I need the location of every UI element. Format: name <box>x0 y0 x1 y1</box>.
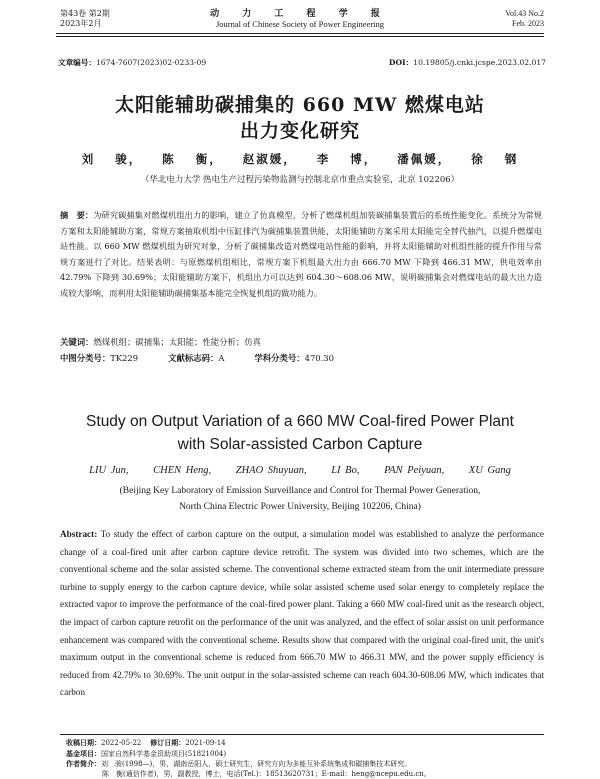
footnote-rule <box>60 734 544 735</box>
title-cn-line2: 出力变化研究 <box>60 118 540 144</box>
abstract-en <box>60 526 544 702</box>
author-en: CHEN Heng, <box>153 465 211 476</box>
document-code: 文献标志码：A <box>168 352 224 364</box>
subject-code: 学科分类号：470.30 <box>254 352 334 364</box>
article-number: 文章编号：1674-7607(2023)02-0233-09 <box>58 57 206 68</box>
clc-number: 中图分类号：TK229 <box>60 352 138 364</box>
keywords-cn-text: 燃煤机组；碳捕集；太阳能；性能分析；仿真 <box>94 337 262 347</box>
journal-issue-en <box>505 9 544 29</box>
abstract-en-text: To study the effect of carbon capture on the output, a simulation model was established to analyze the performance change of a coal-fired unit after carbon capture device retrofit. The system was divided into two schemes, which are the conventional scheme and the solar assisted scheme. The conventional scheme extracted steam from the unit intermediate pressure turbine to supply energy to the carbon capture device, while solar assisted scheme used solar energy to completely replace the extracted vapor to improve the performance of the coal-fired power plant. Taking a 660 MW coal-fired unit as the research object, the impact of carbon capture retrofit on the performance of the unit was analyzed, and the effect of solar assist on unit performance enhancement was compared with the conventional scheme. Results show that compared with the original coal-fired unit, the unit's maximum output in the conventional scheme is reduced from 666.70 MW to 466.31 MW, and the power supply efficiency is reduced from 42.79% to 30.69%. The unit output in the solar-assisted scheme can reach 604.30-608.06 MW, which indicates that carbon <box>60 529 544 697</box>
title-en-line2: with Solar-assisted Carbon Capture <box>60 433 540 456</box>
abstract-en-label: Abstract: <box>60 529 97 539</box>
footnote-contact: 陈 衡(通信作者)，男，副教授，博士，电话(Tel.)：18513620731；E-mail：heng@ncepu.edu.cn。 <box>66 770 544 779</box>
volume-cn: 第43卷 第2期 <box>60 9 110 19</box>
title-cn <box>60 92 540 144</box>
affiliation-cn: （华北电力大学 热电生产过程污染物监测与控制北京市重点实验室，北京 102206） <box>60 173 540 185</box>
date-en: Feb. 2023 <box>505 19 544 29</box>
title-en <box>60 410 540 456</box>
abstract-cn <box>60 208 542 302</box>
date-cn: 2023年2月 <box>60 19 110 29</box>
footnote <box>66 738 544 779</box>
footnote-fund: 基金项目：国家自然科学基金资助项目(51821004) <box>66 749 544 760</box>
author-en: LIU Jun, <box>89 465 128 476</box>
author-en: LI Bo, <box>331 465 359 476</box>
title-en-line1: Study on Output Variation of a 660 MW Coal-fired Power Plant <box>60 410 540 433</box>
author-en: PAN Peiyuan, <box>384 465 444 476</box>
volume-en: Vol.43 No.2 <box>505 9 544 19</box>
journal-issue-cn <box>60 9 110 29</box>
footnote-dates: 收稿日期：2022-05-22 修订日期：2021-09-14 <box>66 738 544 749</box>
abstract-cn-label: 摘 要： <box>60 210 93 220</box>
affiliation-en-line2: North China Electric Power University, Beijing 102206, China) <box>60 499 540 515</box>
footnote-author: 作者简介：刘 骏(1998—)，男，湖南岳阳人，硕士研究生，研究方向为多能互补系统集成和碳捕集技术研究。 <box>66 759 544 770</box>
journal-name-cn: 动 力 工 程 学 报 <box>150 9 450 19</box>
authors-cn: 刘 骏， 陈 衡， 赵淑媛， 李 博， 潘佩媛， 徐 钢 <box>60 151 540 167</box>
affiliation-en <box>60 483 540 515</box>
author-en: XU Gang <box>469 465 511 476</box>
journal-name-en: Journal of Chinese Society of Power Engineering <box>150 19 450 29</box>
journal-name <box>150 9 450 29</box>
authors-en <box>60 465 540 476</box>
header-rule-thin <box>56 36 544 37</box>
title-cn-line1: 太阳能辅助碳捕集的 660 MW 燃煤电站 <box>60 92 540 118</box>
keywords-cn-label: 关键词： <box>60 337 94 347</box>
doi: DOI：10.19805/j.cnki.jcspe.2023.02.017 <box>389 57 546 68</box>
author-en: ZHAO Shuyuan, <box>236 465 307 476</box>
abstract-cn-text: 为研究碳捕集对燃煤机组出力的影响，建立了仿真模型，分析了燃煤机组加装碳捕集装置后的系统性能变化。系统分为常规方案和太阳能辅助方案，常规方案抽取机组中压缸排汽为碳捕集装置供能，太阳能辅助方案采用太阳能完全替代抽汽，以提升燃煤电站性能。以 660 MW 燃煤机组为研究对象，分析了碳捕集改造对燃煤电站性能的影响，并将太阳能辅助对机组性能的提升作用与常规方案进行了对比。结果表明：与原燃煤机组相比，常规方案下机组最大出力由 666.70 MW 下降到 466.31 MW，供电效率由 42.79% 下降到 30.69%；太阳能辅助方案下，机组出力可以达到 604.30～608.06 MW，说明碳捕集会对燃煤电站的最大出力造成较大影响，而利用太阳能辅助碳捕集基本能完全恢复机组的做功能力。 <box>60 210 542 298</box>
affiliation-en-line1: (Beijing Key Laboratory of Emission Surveillance and Control for Thermal Power Generation, <box>60 483 540 499</box>
header-rule <box>56 33 544 34</box>
article-meta <box>58 57 546 68</box>
keywords-cn <box>60 336 542 348</box>
classification-row <box>60 352 334 364</box>
